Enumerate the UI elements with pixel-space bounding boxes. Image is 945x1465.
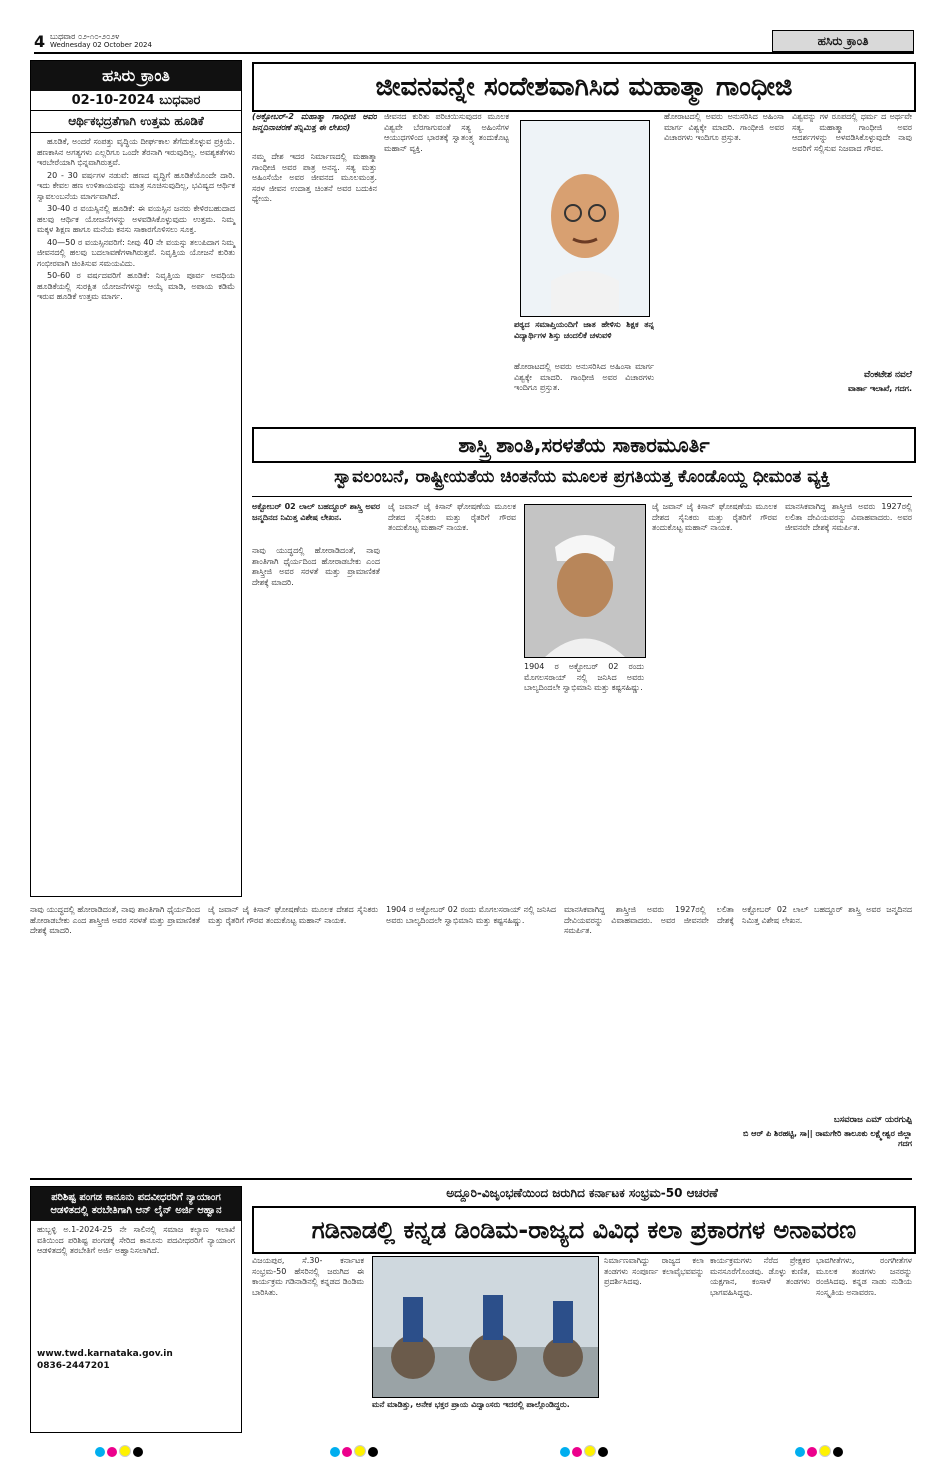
shastri-portrait-icon: [525, 505, 645, 657]
yellow-dot-icon: [354, 1445, 366, 1457]
gandhi-column-1: ನಮ್ಮ ದೇಶ ಇದರ ನಿರ್ಮಾಣದಲ್ಲಿ ಮಹಾತ್ಮಾ ಗಾಂಧೀಜಿ ಅವರ ಪಾತ್ರ ಅನನ್ಯ. ಸತ್ಯ ಮತ್ತು ಅಹಿಂಸೆಯೇ ಅವರ ಜೀವನದ ಮೂಲಮಂತ್ರ. ಸರಳ ಜೀವನ ಉದಾತ್ತ ಚಿಂತನೆ ಅವರ ಬದುಕಿನ ಧ್ಯೇಯ.: [252, 152, 377, 203]
karnataka-column-3: ನಿರ್ಮಾಣವಾಗಿದ್ದು ರಾಜ್ಯದ ಕಲಾ ತಂಡಗಳು ಸಂಪೂರ್ಣ ಕಲಾವೈಭವವನ್ನು ಪ್ರದರ್ಶಿಸಿದವು.: [604, 1256, 704, 1286]
registration-marks: [795, 1442, 845, 1461]
gandhi-column-2: ಜೀವನದ ಕುರಿತು ಪರಿಚಯಿಸುವುದರ ಮೂಲಕ ವಿಶ್ವವೇ ಬೆರಗಾಗುವಂತೆ ಸತ್ಯ ಅಹಿಂಸೆಗಳ ಆಯುಧಗಳಿಂದ ಭಾರತಕ್ಕೆ ಸ್ವಾತಂತ್ರ್ಯ ತಂದುಕೊಟ್ಟ ಮಹಾನ್ ವ್ಯಕ್ತಿ.: [384, 112, 509, 153]
notice-heading: ಪರಿಶಿಷ್ಟ ಪಂಗಡ ಕಾನೂನು ಪದವೀಧರರಿಗೆ ನ್ಯಾಯಾಂಗ ಆಡಳಿತದಲ್ಲಿ ತರಬೇತಿಗಾಗಿ ಆನ್ ಲೈನ್ ಅರ್ಜಿ ಆಹ್ವಾನ: [31, 1187, 241, 1221]
black-dot-icon: [833, 1447, 843, 1457]
section-divider: [30, 1178, 912, 1180]
header-paper-name: ಹಸಿರು ಕ್ರಾಂತಿ: [772, 30, 914, 52]
editorial-box: [30, 60, 242, 897]
black-dot-icon: [598, 1447, 608, 1457]
shastri-column-1: ನಾವು ಯುದ್ಧದಲ್ಲಿ ಹೋರಾಡಿದಂತೆ, ನಾವು ಶಾಂತಿಗಾಗಿ ಧೈರ್ಯದಿಂದ ಹೋರಾಡಬೇಕು ಎಂದ ಶಾಸ್ತ್ರೀಜಿ ಅವರ ಸರಳತೆ ಮತ್ತು ಪ್ರಾಮಾಣಿಕತೆ ದೇಶಕ್ಕೆ ಮಾದರಿ.: [252, 546, 380, 587]
editorial-body: [31, 133, 241, 886]
yellow-dot-icon: [584, 1445, 596, 1457]
divider: [252, 496, 912, 497]
shastri-portrait: [524, 504, 646, 658]
notice-website[interactable]: www.twd.karnataka.gov.in: [37, 1349, 173, 1359]
shastri-headline: [252, 427, 916, 463]
editorial-date: 02-10-2024 ಬುಧವಾರ: [31, 91, 241, 111]
shastri-column-2: ಜೈ ಜವಾನ್ ಜೈ ಕಿಸಾನ್ ಘೋಷಣೆಯ ಮೂಲಕ ದೇಶದ ಸೈನಿಕರು ಮತ್ತು ರೈತರಿಗೆ ಗೌರವ ತಂದುಕೊಟ್ಟ ಮಹಾನ್ ನಾಯಕ.: [388, 502, 516, 532]
editorial-paragraph: 20 - 30 ವರ್ಷಗಳ ನಡುವೆ: ಹಣದ ವೃದ್ಧಿಗೆ ಹೂಡಿಕೆಯೊಂದೇ ದಾರಿ. ಇದು ಕೇವಲ ಹಣ ಉಳಿತಾಯವನ್ನು ಮಾತ್ರ ಸೂಚಿಸುವುದಿಲ್ಲ, ಭವಿಷ್ಯದ ಆರ್ಥಿಕ ಸ್ವಾವಲಂಬನೆಯ ಮಾರ್ಗವಾಗಿದೆ.: [37, 170, 235, 201]
editorial-paragraph: 40—50 ರ ವಯಸ್ಸಿನವರಿಗೆ: ನೀವು 40 ನೇ ವಯಸ್ಸು ತಲುಪಿದಾಗ ನಿಮ್ಮ ಜೀವನದಲ್ಲಿ ಹಲವು ಬದಲಾವಣೆಗಳಾಗಿರುತ್ತವೆ. ನಿವೃತ್ತಿಯ ಯೋಜನೆ ಕುರಿತು ಗಂಭೀರವಾಗಿ ಚಿಂತಿಸುವ ಸಮಯವಿದು.: [37, 237, 235, 268]
shastri-headline-text: ಶಾಸ್ತ್ರಿ ಶಾಂತಿ,ಸರಳತೆಯ ಸಾಕಾರಮೂರ್ತಿ: [458, 433, 710, 457]
cyan-dot-icon: [95, 1447, 105, 1457]
gandhi-portrait-icon: [521, 121, 649, 316]
yellow-dot-icon: [819, 1445, 831, 1457]
gandhi-signature: ವೆಂಕಟೇಶ ನವಲೆ: [863, 370, 912, 380]
shastri-cont-col-4: ಮಾನಸಿಕವಾಗಿದ್ದ ಶಾಸ್ತ್ರೀಜಿ ಅವರು 1927ರಲ್ಲಿ ಲಲಿತಾ ದೇವಿಯವರನ್ನು ವಿವಾಹವಾದರು. ಅವರ ಜೀವನವೇ ದೇಶಕ್ಕೆ ಸಮರ್ಪಿತ.: [564, 905, 734, 935]
shastri-cont-col-3: 1904 ರ ಅಕ್ಟೋಬರ್ 02 ರಂದು ಮೊಗಲಸರಾಯ್ ನಲ್ಲಿ ಜನಿಸಿದ ಅವರು ಬಾಲ್ಯದಿಂದಲೇ ಸ್ವಾಭಿಮಾನಿ ಮತ್ತು ಕಷ್ಟಸಹಿಷ್ಣು.: [386, 905, 556, 925]
yellow-dot-icon: [119, 1445, 131, 1457]
karnataka-headline-text: ಗಡಿನಾಡಲ್ಲಿ ಕನ್ನಡ ಡಿಂಡಿಮ-ರಾಜ್ಯದ ವಿವಿಧ ಕಲಾ ಪ್ರಕಾರಗಳ ಅನಾವರಣ: [311, 1216, 857, 1244]
gandhi-article: [252, 112, 912, 412]
page-header: [34, 32, 914, 54]
header-date-kannada: ಬುಧವಾರ ೦೨-೧೦-೨೦೨೪: [50, 32, 120, 41]
editorial-paragraph: 50-60 ರ ವರ್ಷದವರಿಗೆ ಹೂಡಿಕೆ: ನಿವೃತ್ತಿಯ ಪೂರ್ವ ಅವಧಿಯ ಹೂಡಿಕೆಯಲ್ಲಿ ಸುರಕ್ಷಿತ ಯೋಜನೆಗಳನ್ನು ಆಯ್ಕೆ ಮಾಡಿ, ಅಪಾಯ ಕಡಿಮೆ ಇರುವ ಹೂಡಿಕೆ ಉತ್ತಮ ಮಾರ್ಗ.: [37, 271, 235, 301]
shastri-column-3b: ಜೈ ಜವಾನ್ ಜೈ ಕಿಸಾನ್ ಘೋಷಣೆಯ ಮೂಲಕ ದೇಶದ ಸೈನಿಕರು ಮತ್ತು ರೈತರಿಗೆ ಗೌರವ ತಂದುಕೊಟ್ಟ ಮಹಾನ್ ನಾಯಕ.: [652, 502, 777, 532]
gandhi-column-3: ಹೋರಾಟದಲ್ಲಿ ಅವರು ಅನುಸರಿಸಿದ ಅಹಿಂಸಾ ಮಾರ್ಗ ವಿಶ್ವಕ್ಕೇ ಮಾದರಿ. ಗಾಂಧೀಜಿ ಅವರ ವಿಚಾರಗಳು ಇಂದಿಗೂ ಪ್ರಸ್ತುತ.: [514, 362, 654, 392]
shastri-column-3: 1904 ರ ಅಕ್ಟೋಬರ್ 02 ರಂದು ಮೊಗಲಸರಾಯ್ ನಲ್ಲಿ ಜನಿಸಿದ ಅವರು ಬಾಲ್ಯದಿಂದಲೇ ಸ್ವಾಭಿಮಾನಿ ಮತ್ತು ಕಷ್ಟಸಹಿಷ್ಣು.: [524, 662, 644, 692]
karnataka-article: [252, 1256, 912, 1436]
gandhi-column-4: ವಿಶ್ವವನ್ನು ಗಳ ರೂಪದಲ್ಲಿ ಧರ್ಮ ದ ಅರ್ಥವೇ ಸತ್ಯ. ಮಹಾತ್ಮಾ ಗಾಂಧೀಜಿ ಅವರ ಆದರ್ಶಗಳನ್ನು ಅಳವಡಿಸಿಕೊಳ್ಳುವುದೇ ನಾವು ಅವರಿಗೆ ಸಲ್ಲಿಸುವ ನಿಜವಾದ ಗೌರವ.: [792, 112, 912, 153]
shastri-continuation: [30, 905, 912, 1170]
cyan-dot-icon: [795, 1447, 805, 1457]
gandhi-portrait: [520, 120, 650, 317]
magenta-dot-icon: [107, 1447, 117, 1457]
gandhi-headline: [252, 62, 916, 112]
registration-marks: [330, 1442, 380, 1461]
folk-drummers-icon: [373, 1257, 598, 1397]
notice-body: ಹುಬ್ಬಳ್ಳಿ ಅ.1-2024-25 ನೇ ಸಾಲಿನಲ್ಲಿ ಸಮಾಜ ಕಲ್ಯಾಣ ಇಲಾಖೆ ವತಿಯಿಂದ ಪರಿಶಿಷ್ಟ ಪಂಗಡಕ್ಕೆ ಸೇರಿದ ಕಾನೂನು ಪದವೀಧರರಿಗೆ ನ್ಯಾಯಾಂಗ ಆಡಳಿತದಲ್ಲಿ ತರಬೇತಿಗೆ ಅರ್ಜಿ ಅಹ್ವಾನಿಸಲಾಗಿದೆ.: [37, 1225, 235, 1255]
gandhi-caption: ಪಠ್ಯದ ಸಮಾಪ್ತಿಯಂದಿಗೆ ಜಾತ ಹೇಳಿಸು ಶಿಕ್ಷಕ ತನ್ನ ವಿದ್ಯಾರ್ಥಿಗಳ ಶಿಸ್ತು ಚಂದಲಿಕೆ ಚಳುವಳಿ: [514, 320, 654, 340]
header-date-english: Wednesday 02 October 2024: [50, 41, 152, 49]
shastri-subheadline: ಸ್ವಾವಲಂಬನೆ, ರಾಷ್ಟ್ರೀಯತೆಯ ಚಿಂತನೆಯ ಮೂಲಕ ಪ್ರಗತಿಯತ್ತ ಕೊಂಡೊಯ್ದ ಧೀಮಂತ ವ್ಯಕ್ತಿ: [334, 467, 830, 487]
karnataka-kicker: ಅದ್ದೂರಿ-ವಿಜೃಂಭಣೆಯಿಂದ ಜರುಗಿದ ಕರ್ನಾಟಕ ಸಂಭ್ರಮ-50 ಆಚರಣೆ: [446, 1186, 718, 1200]
shastri-cont-col-1: ನಾವು ಯುದ್ಧದಲ್ಲಿ ಹೋರಾಡಿದಂತೆ, ನಾವು ಶಾಂತಿಗಾಗಿ ಧೈರ್ಯದಿಂದ ಹೋರಾಡಬೇಕು ಎಂದ ಶಾಸ್ತ್ರೀಜಿ ಅವರ ಸರಳತೆ ಮತ್ತು ಪ್ರಾಮಾಣಿಕತೆ ದೇಶಕ್ಕೆ ಮಾದರಿ.: [30, 905, 200, 935]
registration-marks: [560, 1442, 610, 1461]
karnataka-caption: ಮನೆ ಮಾಡಿತ್ತು, ಅನೇಕ ಭಕ್ತರ ಪ್ರಾಯ ವಿದ್ವಾಂಸರು ಇದರಲ್ಲಿ ಪಾಲ್ಗೊಂಡಿದ್ದರು.: [372, 1400, 570, 1409]
magenta-dot-icon: [572, 1447, 582, 1457]
registration-marks: [95, 1442, 145, 1461]
gandhi-byline: (ಅಕ್ಟೋಬರ್-2 ಮಹಾತ್ಮಾ ಗಾಂಧೀಜಿ ಅವರ ಜನ್ಮದಿನಾಚರಣೆ ತನ್ನಿಮಿತ್ತ ಈ ಲೇಖನ): [252, 112, 377, 132]
gandhi-signature-sub: ವಾರ್ತಾ ಇಲಾಖೆ, ಗದಗ.: [848, 384, 912, 393]
page-number: 4: [34, 32, 46, 51]
editorial-masthead: [31, 61, 241, 91]
editorial-paragraph: 30-40 ರ ವಯಸ್ಸಿನಲ್ಲಿ ಹೂಡಿಕೆ: ಈ ವಯಸ್ಸಿನ ಜನರು ಕೇಳಿರಬಹುದಾದ ಹಲವು ಆರ್ಥಿಕ ಯೋಜನೆಗಳನ್ನು ಅಳವಡಿಸಿಕೊಳ್ಳುವುದು ಉತ್ತಮ. ನಿಮ್ಮ ಮಕ್ಕಳ ಶಿಕ್ಷಣ ಹಾಗೂ ಮನೆಯ ಕನಸು ಸಾಕಾರಗೊಳಿಸಲು ಸೂಕ್ತ.: [37, 204, 235, 234]
shastri-cont-col-5: ಅಕ್ಟೋಬರ್ 02 ಲಾಲ್ ಬಹದ್ದೂರ್ ಶಾಸ್ತ್ರಿ ಅವರ ಜನ್ಮದಿನದ ನಿಮಿತ್ತ ವಿಶೇಷ ಲೇಖನ.: [742, 905, 912, 925]
magenta-dot-icon: [342, 1447, 352, 1457]
shastri-cont-col-2: ಜೈ ಜವಾನ್ ಜೈ ಕಿಸಾನ್ ಘೋಷಣೆಯ ಮೂಲಕ ದೇಶದ ಸೈನಿಕರು ಮತ್ತು ರೈತರಿಗೆ ಗೌರವ ತಂದುಕೊಟ್ಟ ಮಹಾನ್ ನಾಯಕ.: [208, 905, 378, 925]
karnataka-headline: [252, 1206, 916, 1254]
folk-drummers-photo: [372, 1256, 599, 1398]
karnataka-column-5: ಭಾವಗೀತೆಗಳು, ರಂಗಗೀತೆಗಳ ಮೂಲಕ ತಂಡಗಳು ಜನರನ್ನು ರಂಜಿಸಿದವು. ಕನ್ನಡ ನಾಡು ನುಡಿಯ ಸಂಸ್ಕೃತಿಯ ಅನಾವರಣ.: [816, 1256, 912, 1297]
cyan-dot-icon: [560, 1447, 570, 1457]
cyan-dot-icon: [330, 1447, 340, 1457]
notice-box: [30, 1186, 242, 1433]
shastri-article: [252, 502, 912, 897]
shastri-intro: ಅಕ್ಟೋಬರ್ 02 ಲಾಲ್ ಬಹದ್ದೂರ್ ಶಾಸ್ತ್ರಿ ಅವರ ಜನ್ಮದಿನದ ನಿಮಿತ್ತ ವಿಶೇಷ ಲೇಖನ.: [252, 502, 380, 522]
magenta-dot-icon: [807, 1447, 817, 1457]
shastri-column-4: ಮಾನಸಿಕವಾಗಿದ್ದ ಶಾಸ್ತ್ರೀಜಿ ಅವರು 1927ರಲ್ಲಿ ಲಲಿತಾ ದೇವಿಯವರನ್ನು ವಿವಾಹವಾದರು. ಅವರ ಜೀವನವೇ ದೇಶಕ್ಕೆ ಸಮರ್ಪಿತ.: [785, 502, 912, 532]
notice-phone: 0836-2447201: [37, 1361, 110, 1371]
karnataka-column-4: ಕಾರ್ಯಕ್ರಮಗಳು ನೆರೆದ ಪ್ರೇಕ್ಷಕರ ಮನಸೂರೆಗೊಂಡವು. ಡೊಳ್ಳು ಕುಣಿತ, ಯಕ್ಷಗಾನ, ಕಂಸಾಳೆ ತಂಡಗಳು ಭಾಗವಹಿಸಿದ್ದವು.: [710, 1256, 810, 1297]
gandhi-column-4a: ಹೋರಾಟದಲ್ಲಿ ಅವರು ಅನುಸರಿಸಿದ ಅಹಿಂಸಾ ಮಾರ್ಗ ವಿಶ್ವಕ್ಕೇ ಮಾದರಿ. ಗಾಂಧೀಜಿ ಅವರ ವಿಚಾರಗಳು ಇಂದಿಗೂ ಪ್ರಸ್ತುತ.: [664, 112, 784, 142]
shastri-signature-sub: ಬಿ ಆರ್ ಪಿ ಶಿರಹಟ್ಟಿ, ಸಾ|| ರಾಮಗೇರಿ ತಾಲೂಕು ಲಕ್ಷ್ಮೇಶ್ವರ ಜಿಲ್ಲಾ ಗದಗ: [743, 1129, 912, 1148]
black-dot-icon: [133, 1447, 143, 1457]
karnataka-column-1: ವಿಜಯಪುರ, ಸೆ.30- ಕರ್ನಾಟಕ ಸಂಭ್ರಮ-50 ಹೆಸರಿನಲ್ಲಿ ಜರುಗಿದ ಈ ಕಾರ್ಯಕ್ರಮ ಗಡಿನಾಡಿನಲ್ಲಿ ಕನ್ನಡದ ಡಿಂಡಿಮ ಬಾರಿಸಿತು.: [252, 1256, 364, 1297]
shastri-signature: ಬಸವರಾಜ ಎಮ್ ಯರಗುಪ್ಪಿ: [833, 1115, 912, 1125]
editorial-masthead-text: ಹಸಿರು ಕ್ರಾಂತಿ: [102, 66, 170, 85]
editorial-heading: ಆರ್ಥಿಕಭದ್ರತೆಗಾಗಿ ಉತ್ತಮ ಹೂಡಿಕೆ: [31, 111, 241, 133]
black-dot-icon: [368, 1447, 378, 1457]
gandhi-headline-text: ಜೀವನವನ್ನೇ ಸಂದೇಶವಾಗಿಸಿದ ಮಹಾತ್ಮಾ ಗಾಂಧೀಜಿ: [375, 71, 793, 102]
editorial-paragraph: ಹೂಡಿಕೆ, ಅಂದರೆ ಸಂಪತ್ತು ವೃದ್ಧಿಯ ದೀರ್ಘಕಾಲ ತೆಗೆದುಕೊಳ್ಳುವ ಪ್ರಕ್ರಿಯೆ. ಹಣಕಾಸಿನ ಅಗತ್ಯಗಳು ಎಲ್ಲರಿಗೂ ಒಂದೇ ತೆರನಾಗಿ ಇರುವುದಿಲ್ಲ. ಅವಶ್ಯಕತೆಗಳು ಇರಬೇರೆಯಾಗಿ ಭಿನ್ನವಾಗಿರುತ್ತವೆ.: [37, 137, 235, 167]
